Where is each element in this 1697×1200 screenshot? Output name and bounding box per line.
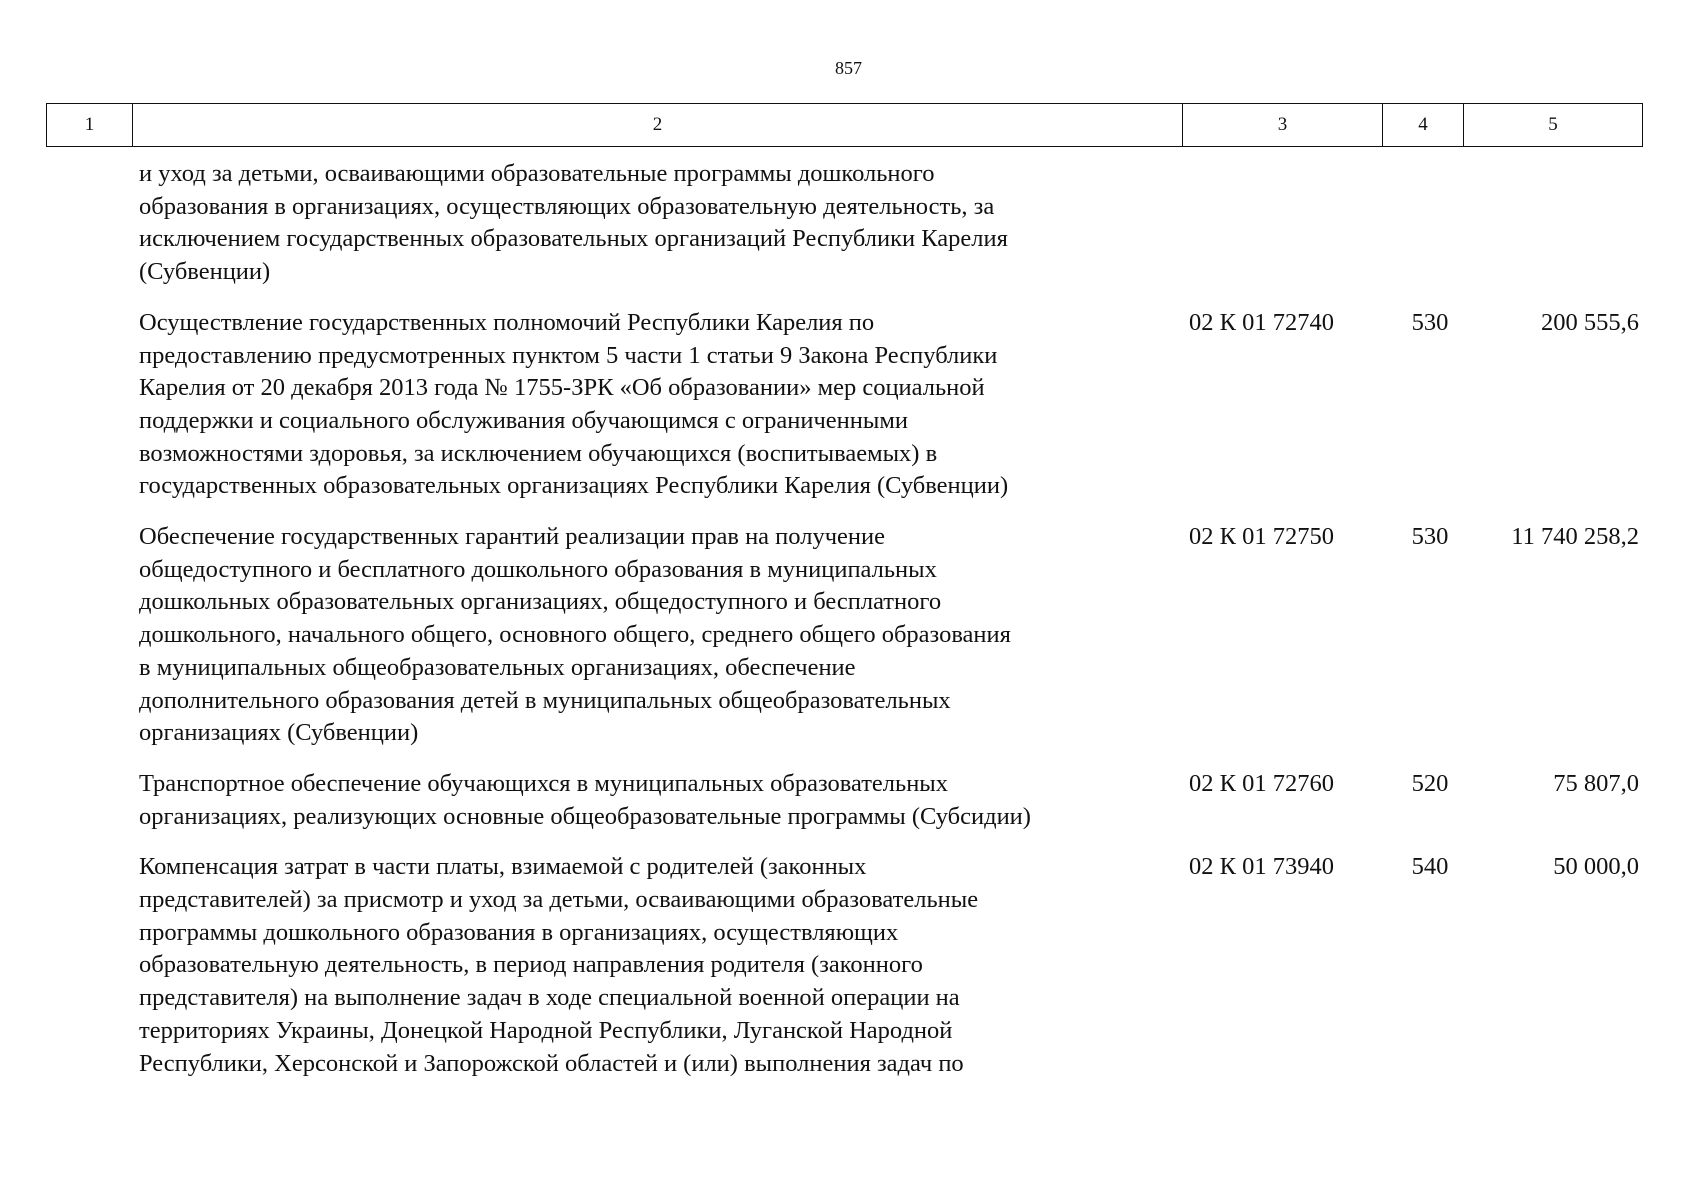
row-amount: 200 555,6: [1541, 308, 1639, 336]
row-description: Компенсация затрат в части платы, взимаемой с родителей (законных представителей) за присмотр и уход за детьми, осваивающими образовательные программы дошкольного образования в организациях, осуществляющих образовательную деятельность, в период направления родителя (законного представителя) на выполнение задач в ходе специальной военной операции на территориях Украины, Донецкой Народной Республики, Луганской Народной Республики, Херсонской и Запорожской областей и (или) выполнения задач по: [139, 853, 979, 1077]
row-code: 02 К 01 72750: [1189, 523, 1334, 551]
row-code: 02 К 01 72760: [1189, 769, 1334, 797]
row-expense-type: 530: [1411, 523, 1449, 551]
column-number-3: 3: [1183, 104, 1383, 147]
column-number-2: 2: [133, 104, 1183, 147]
row-description: Осуществление государственных полномочий Республики Карелия по предоставлению предусмотренных пунктом 5 части 1 статьи 9 Закона Республики Карелия от 20 декабря 2013 года № 1755-ЗРК «Об образовании» мер социальной поддержки и социального обслуживания обучающимся с ограниченными возможностями здоровья, за исключением обучающихся (воспитываемых) в государственных образовательных организациях Республики Карелия (Субвенции): [139, 308, 1009, 500]
column-number-1: 1: [47, 104, 133, 147]
column-number-4: 4: [1383, 104, 1464, 147]
row-description: Транспортное обеспечение обучающихся в муниципальных образовательных организациях, реализующих основные общеобразовательные программы (Субсидии): [139, 769, 1031, 830]
row-code: 02 К 01 72740: [1189, 308, 1334, 336]
table-row: [139, 768, 1639, 833]
column-number-row: [47, 104, 1643, 147]
page-number: 857: [835, 58, 862, 78]
row-amount: 75 807,0: [1553, 769, 1639, 797]
table-body: [139, 158, 1639, 1098]
table-row: [139, 158, 1639, 289]
row-expense-type: 530: [1411, 308, 1449, 336]
row-expense-type: 540: [1411, 853, 1449, 881]
table-row: [139, 307, 1639, 503]
table-row: [139, 521, 1639, 750]
column-header-table: [46, 103, 1643, 147]
row-description: Обеспечение государственных гарантий реализации прав на получение общедоступного и бесплатного дошкольного образования в муниципальных дошкольных образовательных организациях, общедоступного и бесплатного дошкольного, начального общего, основного общего, среднего общего образования в муниципальных общеобразовательных организациях, обеспечение дополнительного образования детей в муниципальных общеобразовательных организациях (Субвенции): [139, 523, 1011, 747]
row-description: и уход за детьми, осваивающими образовательные программы дошкольного образования в организациях, осуществляющих образовательную деятельность, за исключением государственных образовательных организаций Республики Карелия (Субвенции): [139, 160, 1008, 286]
table-row: [139, 851, 1639, 1080]
row-expense-type: 520: [1411, 769, 1449, 797]
row-amount: 50 000,0: [1553, 853, 1639, 881]
column-number-5: 5: [1464, 104, 1643, 147]
row-code: 02 К 01 73940: [1189, 853, 1334, 881]
row-amount: 11 740 258,2: [1511, 523, 1639, 551]
